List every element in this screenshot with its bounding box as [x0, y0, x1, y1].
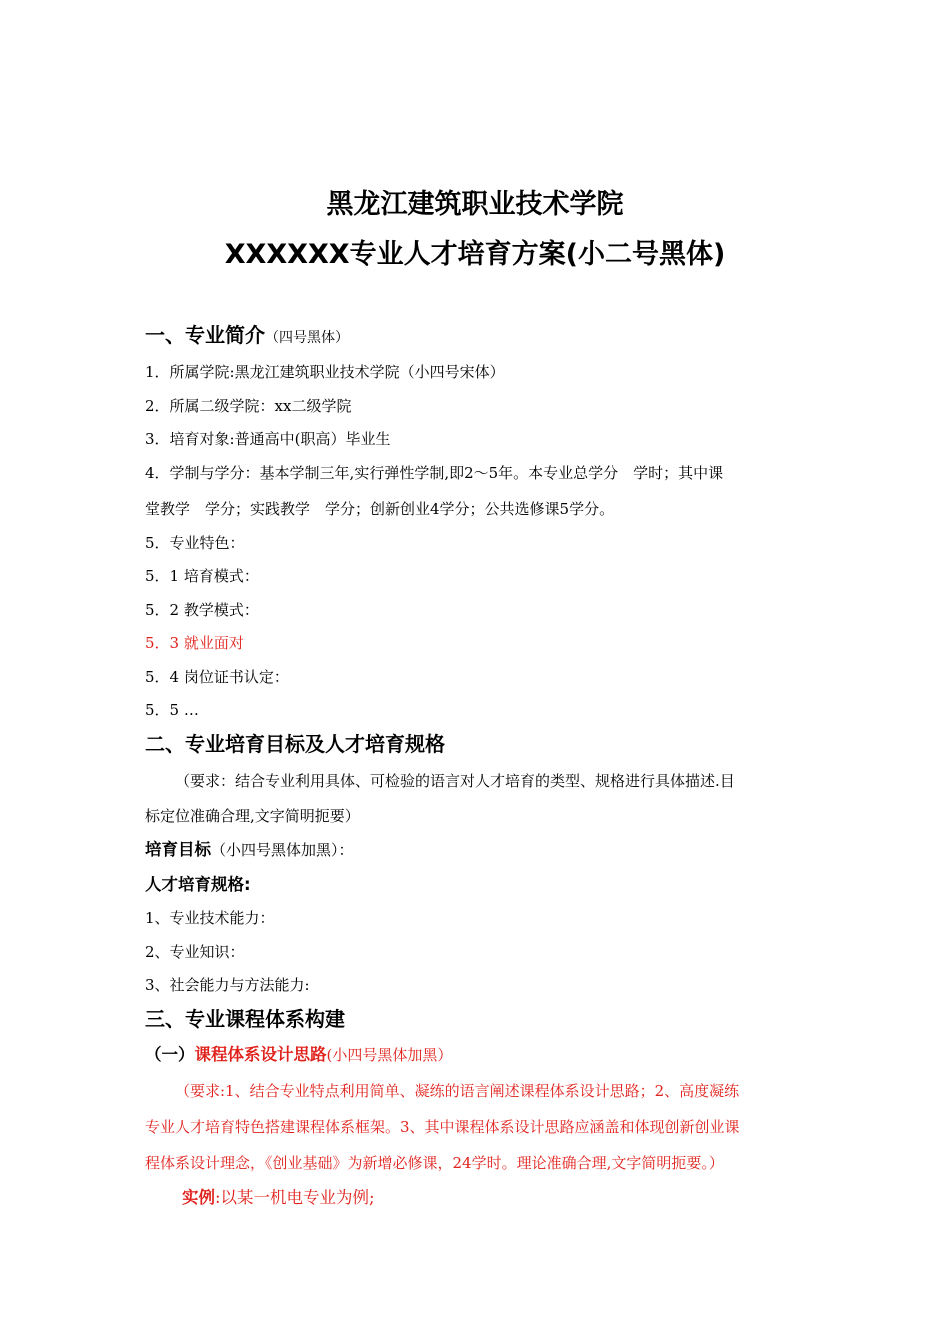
section1-item-2: 2．所属二级学院：xx二级学院 [145, 397, 352, 415]
section2-goal-row [145, 840, 354, 860]
section2-goal-label: 培育目标 [145, 840, 211, 859]
section3-requirement-line3: 程体系设计理念，《创业基础》为新增必修课，24学时。理论准确合理,文字简明扼要。） [145, 1154, 724, 1172]
document-title-line2: XXXXXX专业人才培育方案(小二号黑体) [224, 239, 726, 270]
section2-requirement-line1: （要求：结合专业利用具体、可检验的语言对人才培育的类型、规格进行具体描述.目 [175, 772, 735, 790]
section3-requirement-line2: 专业人才培育特色搭建课程体系框架。3、其中课程体系设计思路应涵盖和体现创新创业课 [145, 1118, 740, 1136]
section2-requirement-line2: 标定位准确合理,文字简明扼要） [145, 807, 360, 825]
section1-item-1: 1．所属学院:黑龙江建筑职业技术学院（小四号宋体） [145, 363, 505, 381]
section3-sub-title: 课程体系设计思路 [194, 1045, 327, 1064]
section2-spec-item-3: 3、社会能力与方法能力: [145, 976, 310, 994]
section1-item-4-cont: 堂教学 学分；实践教学 学分；创新创业4学分；公共选修课5学分。 [145, 500, 615, 518]
document-title-line1: 黑龙江建筑职业技术学院 [326, 189, 624, 220]
section3-sub-heading-row [145, 1045, 452, 1065]
section1-heading-row [145, 322, 349, 348]
section3-example-label: 实例 [182, 1188, 215, 1207]
section3-requirement-line1: （要求:1、结合专业特点利用简单、凝练的语言阐述课程体系设计思路；2、高度凝练 [175, 1082, 740, 1100]
section1-heading: 一、专业简介 [145, 323, 265, 347]
section1-item-5-5: 5．5 … [145, 701, 199, 719]
section3-sub-note: (小四号黑体加黑） [326, 1046, 453, 1064]
section2-spec-label: 人才培育规格: [145, 875, 251, 894]
section3-heading: 三、专业课程体系构建 [145, 1007, 345, 1031]
section3-example-row [182, 1188, 375, 1208]
section1-item-5: 5．专业特色： [145, 534, 245, 552]
section1-item-5-4: 5．4 岗位证书认定： [145, 668, 289, 686]
section2-spec-item-2: 2、专业知识： [145, 943, 245, 961]
section3-sub-prefix: （一） [145, 1045, 195, 1064]
section2-goal-note: （小四号黑体加黑）： [211, 841, 354, 859]
section1-item-3: 3．培育对象:普通高中(职高）毕业生 [145, 430, 391, 448]
section3-example-text: :以某一机电专业为例; [215, 1188, 375, 1207]
section1-item-5-3: 5．3 就业面对 [145, 634, 244, 652]
section1-heading-note: （四号黑体） [265, 330, 349, 346]
section2-spec-item-1: 1、专业技术能力： [145, 909, 275, 927]
section1-item-4: 4．学制与学分：基本学制三年,实行弹性学制,即2～5年。本专业总学分 学时；其中课 [145, 464, 724, 482]
section1-item-5-1: 5．1 培育模式： [145, 567, 259, 585]
section2-heading: 二、专业培育目标及人才培育规格 [145, 732, 445, 756]
section1-item-5-2: 5．2 教学模式： [145, 601, 259, 619]
